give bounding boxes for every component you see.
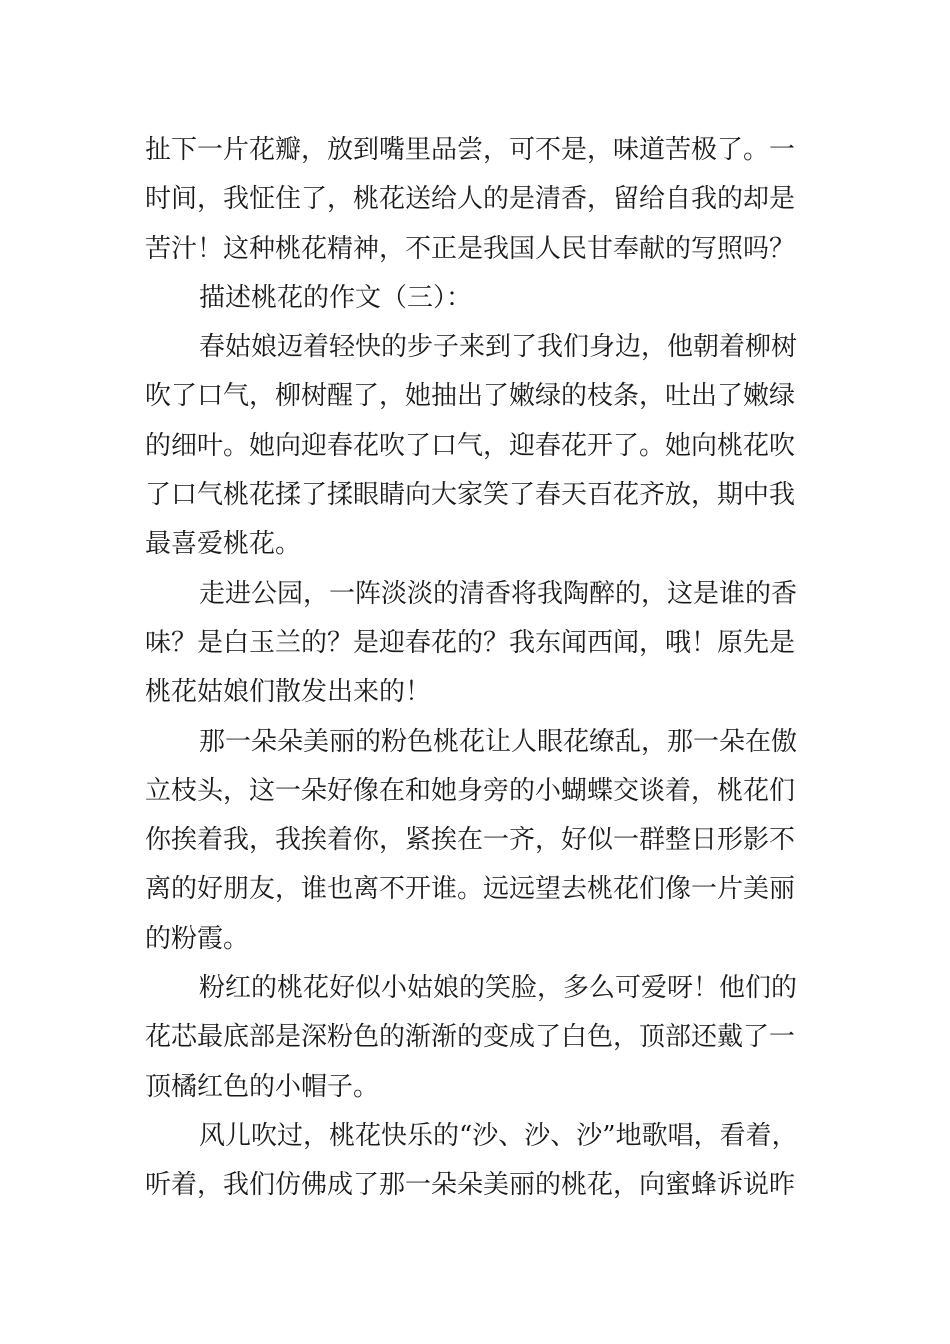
text-line: 你挨着我，我挨着你，紧挨在一齐，好似一群整日形影不 (145, 825, 796, 856)
text-line: 粉红的桃花好似小姑娘的笑脸，多么可爱呀！他们的 (199, 973, 798, 1004)
paragraph-wind-song (145, 1112, 815, 1211)
intro-paragraph (145, 126, 815, 274)
text-line: 的粉霞。 (145, 923, 250, 954)
paragraph-pink-blossoms (145, 718, 815, 964)
text-line: 花芯最底部是深粉色的渐渐的变成了白色，顶部还戴了一 (145, 1022, 796, 1053)
text-line: 味？是白玉兰的？是迎春花的？我东闻西闻，哦！原先是 (145, 627, 796, 658)
text-line: 的细叶。她向迎春花吹了口气，迎春花开了。她向桃花吹 (145, 430, 796, 461)
text-line: 走进公园，一阵淡淡的清香将我陶醉的，这是谁的香 (199, 578, 798, 609)
text-line: 风儿吹过，桃花快乐的“沙、沙、沙”地歌唱，看着， (199, 1120, 798, 1151)
text-line: 桃花姑娘们散发出来的！ (145, 677, 432, 708)
text-line: 扯下一片花瓣，放到嘴里品尝，可不是，味道苦极了。一 (145, 135, 796, 165)
paragraph-spring-arrives (145, 323, 815, 569)
text-line: 立枝头，这一朵好像在和她身旁的小蝴蝶交谈着，桃花们 (145, 775, 796, 806)
text-line: 顶橘红色的小帽子。 (145, 1071, 380, 1102)
text-line: 吹了口气，柳树醒了，她抽出了嫩绿的枝条，吐出了嫩绿 (145, 381, 796, 412)
text-line: 那一朵朵美丽的粉色桃花让人眼花缭乱，那一朵在傲 (199, 726, 798, 757)
text-line: 苦汁！这种桃花精神，不正是我国人民甘奉献的写照吗？ (145, 233, 796, 264)
text-line: 春姑娘迈着轻快的步子来到了我们身边，他朝着柳树 (199, 332, 798, 363)
text-line: 听着，我们仿佛成了那一朵朵美丽的桃花，向蜜蜂诉说昨 (145, 1170, 796, 1201)
text-line: 最喜爱桃花。 (145, 529, 302, 560)
text-line: 了口气桃花揉了揉眼睛向大家笑了春天百花齐放，期中我 (145, 480, 796, 511)
document-body (145, 126, 815, 1211)
section-heading: 描述桃花的作文（三）： (199, 282, 473, 313)
text-line: 时间，我怔住了，桃花送给人的是清香，留给自我的却是 (145, 184, 796, 215)
text-line: 离的好朋友，谁也离不开谁。远远望去桃花们像一片美丽 (145, 874, 796, 905)
paragraph-park-fragrance (145, 570, 815, 718)
paragraph-flower-heart (145, 964, 815, 1112)
